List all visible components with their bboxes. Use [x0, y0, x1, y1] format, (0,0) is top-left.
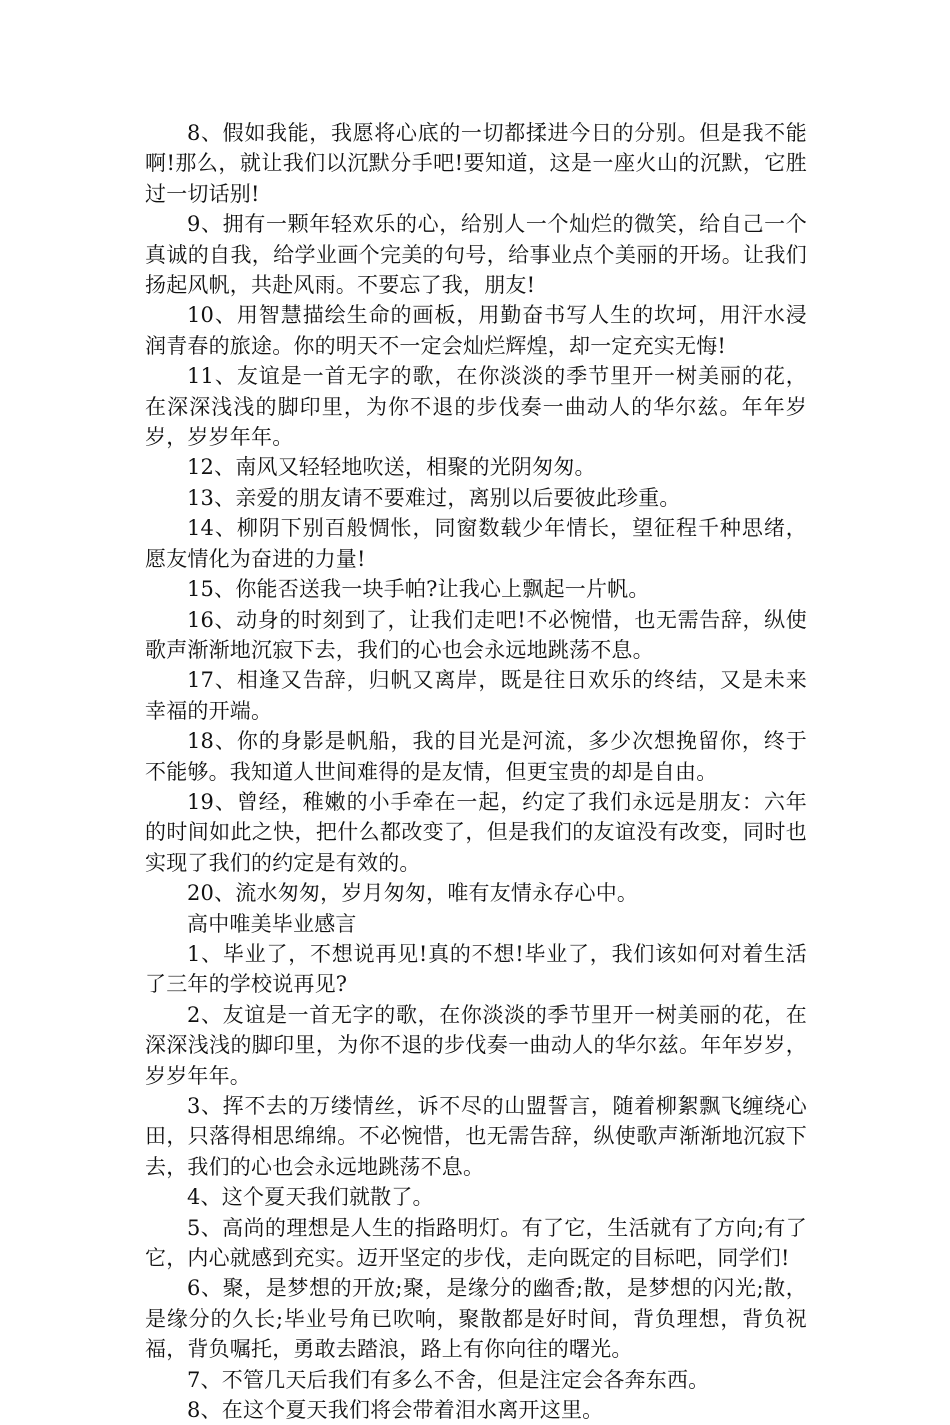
document-body: [145, 118, 807, 1425]
paragraph: 14、柳阴下别百般惆怅，同窗数载少年情长，望征程千种思绪，愿友情化为奋进的力量!: [145, 516, 807, 571]
paragraph: 9、拥有一颗年轻欢乐的心，给别人一个灿烂的微笑，给自己一个真诚的自我，给学业画个完美的句号，给事业点个美丽的开场。让我们扬起风帆，共赴风雨。不要忘了我，朋友!: [145, 212, 807, 298]
paragraph: 1、毕业了，不想说再见!真的不想!毕业了，我们该如何对着生活了三年的学校说再见?: [145, 941, 807, 997]
paragraph: 20、流水匆匆，岁月匆匆，唯有友情永存心中。: [187, 881, 639, 906]
paragraph: 4、这个夏天我们就散了。: [187, 1185, 434, 1210]
paragraph: 5、高尚的理想是人生的指路明灯。有了它，生活就有了方向;有了它，内心就感到充实。迈开坚定的步伐，走向既定的目标吧，同学们!: [145, 1215, 807, 1271]
paragraph: 2、友谊是一首无字的歌，在你淡淡的季节里开一树美丽的花，在深深浅浅的脚印里，为你不退的步伐奏一曲动人的华尔兹。年年岁岁，岁岁年年。: [145, 1002, 807, 1088]
paragraph: 8、在这个夏天我们将会带着泪水离开这里。: [187, 1398, 604, 1423]
section-heading: 高中唯美毕业感言: [187, 911, 357, 936]
paragraph: 11、友谊是一首无字的歌，在你淡淡的季节里开一树美丽的花，在深深浅浅的脚印里，为你不退的步伐奏一曲动人的华尔兹。年年岁岁，岁岁年年。: [145, 364, 807, 450]
paragraph: 10、用智慧描绘生命的画板，用勤奋书写人生的坎坷，用汗水浸润青春的旅途。你的明天不一定会灿烂辉煌，却一定充实无悔!: [145, 303, 807, 358]
paragraph: 6、聚，是梦想的开放;聚，是缘分的幽香;散，是梦想的闪光;散，是缘分的久长;毕业号角已吹响，聚散都是好时间，背负理想，背负祝福，背负嘱托，勇敢去踏浪，路上有你向往的曙光。: [145, 1276, 807, 1362]
paragraph: 18、你的身影是帆船，我的目光是河流，多少次想挽留你，终于不能够。我知道人世间难得的是友情，但更宝贵的却是自由。: [145, 729, 807, 784]
paragraph: 16、动身的时刻到了，让我们走吧!不必惋惜，也无需告辞，纵使歌声渐渐地沉寂下去，我们的心也会永远地跳荡不息。: [145, 607, 807, 662]
paragraph: 19、曾经，稚嫩的小手牵在一起，约定了我们永远是朋友：六年的时间如此之快，把什么都改变了，但是我们的友谊没有改变，同时也实现了我们的约定是有效的。: [145, 789, 807, 875]
paragraph: 17、相逢又告辞，归帆又离岸，既是往日欢乐的终结，又是未来幸福的开端。: [145, 668, 807, 723]
paragraph: 3、挥不去的万缕情丝，诉不尽的山盟誓言，随着柳絮飘飞缠绕心田，只落得相思绵绵。不必惋惜，也无需告辞，纵使歌声渐渐地沉寂下去，我们的心也会永远地跳荡不息。: [145, 1094, 807, 1179]
paragraph: 8、假如我能，我愿将心底的一切都揉进今日的分别。但是我不能啊!那么，就让我们以沉默分手吧!要知道，这是一座火山的沉默，它胜过一切话别!: [145, 121, 807, 206]
paragraph: 15、你能否送我一块手帕?让我心上飘起一片帆。: [187, 577, 650, 602]
paragraph: 12、南风又轻轻地吹送，相聚的光阴匆匆。: [187, 455, 596, 480]
paragraph: 7、不管几天后我们有多么不舍，但是注定会各奔东西。: [187, 1367, 710, 1392]
paragraph: 13、亲爱的朋友请不要难过，离别以后要彼此珍重。: [187, 485, 681, 510]
